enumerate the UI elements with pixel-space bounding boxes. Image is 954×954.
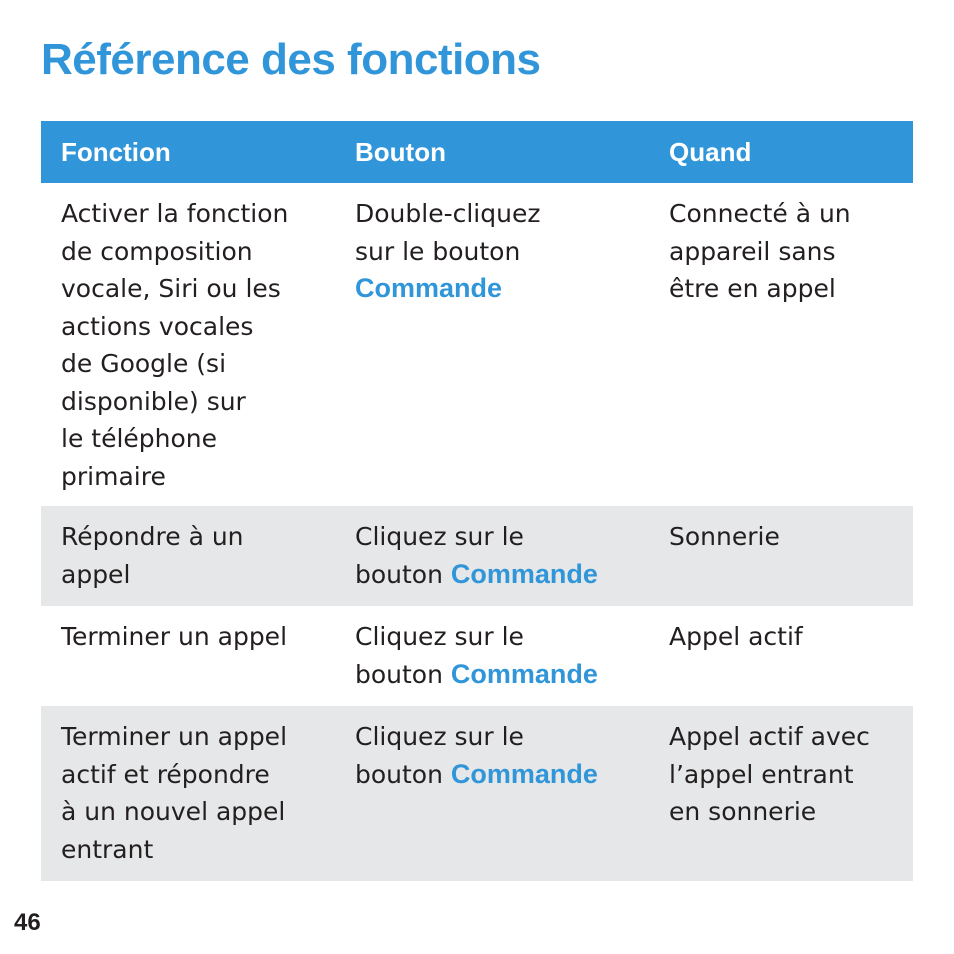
cell-function bbox=[41, 183, 335, 506]
header-when: Quand bbox=[669, 136, 752, 167]
button-prefix: bouton bbox=[355, 659, 451, 689]
text-line: de Google (si bbox=[61, 349, 227, 378]
cell-button bbox=[335, 606, 649, 706]
text-line: sur le bouton bbox=[355, 236, 521, 266]
table-row bbox=[41, 606, 913, 706]
text-line bbox=[355, 656, 649, 694]
text-line: Cliquez sur le bbox=[355, 622, 524, 651]
text-line: Répondre à un bbox=[61, 522, 244, 551]
cell-function bbox=[41, 506, 335, 606]
cell-button bbox=[335, 183, 649, 506]
page-number: 46 bbox=[14, 909, 41, 936]
cell-when bbox=[649, 606, 913, 706]
text-line: à un nouvel appel bbox=[61, 797, 286, 826]
text-line: en sonnerie bbox=[669, 797, 817, 826]
text-line: être en appel bbox=[669, 274, 836, 303]
text-line: Activer la fonction bbox=[61, 199, 289, 228]
text-line: le téléphone bbox=[61, 424, 218, 453]
table-header-row bbox=[41, 121, 913, 183]
text-line: Terminer un appel bbox=[61, 622, 288, 651]
text-line: actif et répondre bbox=[61, 759, 270, 789]
header-button: Bouton bbox=[355, 136, 446, 167]
text-line bbox=[355, 556, 649, 594]
text-line: Cliquez sur le bbox=[355, 722, 524, 751]
text-line: appel bbox=[61, 559, 131, 589]
command-button-name: Commande bbox=[450, 558, 598, 589]
table-row bbox=[41, 706, 913, 881]
text-line: de composition bbox=[61, 236, 253, 266]
cell-function bbox=[41, 706, 335, 881]
header-function: Fonction bbox=[61, 136, 171, 167]
text-line: Double-cliquez bbox=[355, 199, 541, 228]
command-button-name: Commande bbox=[450, 658, 598, 689]
text-line: Cliquez sur le bbox=[355, 522, 524, 551]
text-line: appareil sans bbox=[669, 236, 836, 266]
text-line bbox=[355, 270, 649, 308]
text-line: Appel actif bbox=[669, 622, 803, 651]
command-button-name: Commande bbox=[355, 273, 503, 303]
table-row bbox=[41, 183, 913, 506]
text-line: Terminer un appel bbox=[61, 722, 288, 751]
cell-when bbox=[649, 183, 913, 506]
text-line: disponible) sur bbox=[61, 386, 246, 416]
text-line: l’appel entrant bbox=[669, 759, 854, 789]
command-button-name: Commande bbox=[450, 758, 598, 789]
text-line: Connecté à un bbox=[669, 199, 851, 228]
text-line bbox=[355, 756, 649, 794]
cell-when bbox=[649, 706, 913, 881]
table-row bbox=[41, 506, 913, 606]
function-reference-table bbox=[41, 121, 913, 881]
text-line: Appel actif avec bbox=[669, 722, 870, 751]
page-title: Référence des fonctions bbox=[41, 35, 541, 84]
cell-when bbox=[649, 506, 913, 606]
cell-function bbox=[41, 606, 335, 706]
button-prefix: bouton bbox=[355, 559, 451, 589]
text-line: vocale, Siri ou les bbox=[61, 274, 281, 303]
text-line: Sonnerie bbox=[669, 522, 780, 551]
text-line: primaire bbox=[61, 461, 166, 491]
button-prefix: bouton bbox=[355, 759, 451, 789]
text-line: actions vocales bbox=[61, 311, 254, 341]
text-line: entrant bbox=[61, 834, 154, 864]
cell-button bbox=[335, 706, 649, 881]
cell-button bbox=[335, 506, 649, 606]
